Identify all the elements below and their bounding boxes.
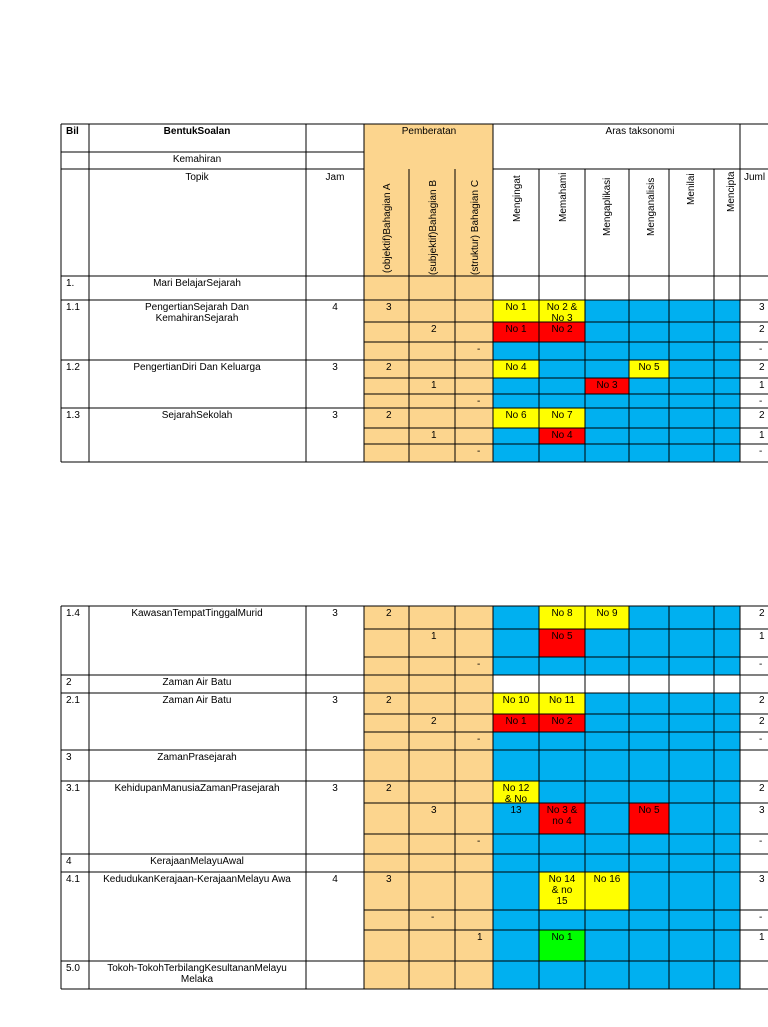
taxonomy-cell — [629, 714, 669, 732]
weight-value: 1 — [477, 932, 483, 943]
weight-cell-bg — [364, 444, 493, 462]
taxonomy-cell — [714, 961, 740, 989]
taxonomy-cell — [714, 408, 740, 428]
taxonomy-cell-label: No 1 — [505, 324, 527, 335]
taxonomy-cell — [539, 961, 585, 989]
header-kemahiran: Kemahiran — [172, 154, 222, 165]
row-topik: Zaman Air Batu — [162, 695, 232, 706]
taxonomy-cell — [669, 910, 714, 930]
taxonomy-cell — [585, 360, 629, 378]
taxonomy-cell — [669, 606, 714, 629]
taxonomy-cell — [669, 872, 714, 910]
jumlah-value: 2 — [759, 410, 765, 421]
taxonomy-cell — [539, 444, 585, 462]
jumlah-value: 2 — [759, 324, 765, 335]
weight-cell-bg — [364, 428, 493, 444]
jumlah-value: 2 — [759, 716, 765, 727]
taxonomy-cell — [585, 629, 629, 657]
header-menilai: Menilai — [686, 173, 697, 205]
jumlah-value: - — [759, 396, 763, 407]
taxonomy-cell — [493, 378, 539, 394]
weight-value: - — [477, 446, 481, 457]
header-topik: Topik — [185, 172, 209, 183]
taxonomy-cell — [669, 803, 714, 834]
taxonomy-cell — [539, 394, 585, 408]
taxonomy-cell — [629, 930, 669, 961]
weight-value: - — [477, 659, 481, 670]
row-topik: KawasanTempatTinggalMurid — [131, 608, 263, 619]
row-bil: 1.1 — [66, 302, 80, 313]
taxonomy-cell — [714, 693, 740, 714]
taxonomy-cell — [585, 930, 629, 961]
weight-cell-bg — [364, 360, 493, 378]
taxonomy-cell — [714, 378, 740, 394]
taxonomy-cell-label: No 1 — [505, 302, 527, 313]
weight-value: - — [477, 396, 481, 407]
taxonomy-cell — [493, 961, 539, 989]
row-topik: KehidupanManusiaZamanPrasejarah — [114, 783, 280, 794]
header-bil: Bil — [66, 126, 79, 137]
weight-cell-bg — [364, 910, 493, 930]
taxonomy-cell-label: No 9 — [596, 608, 618, 619]
row-topik: Zaman Air Batu — [162, 677, 232, 688]
weight-value: 2 — [431, 716, 437, 727]
row-topik: PengertianSejarah Dan — [145, 302, 249, 313]
taxonomy-cell-label: No 7 — [551, 410, 573, 421]
weight-value: - — [477, 344, 481, 355]
weight-cell-bg — [364, 803, 493, 834]
taxonomy-cell — [585, 803, 629, 834]
taxonomy-cell-label: No 3 — [551, 313, 573, 324]
taxonomy-cell — [669, 732, 714, 750]
taxonomy-cell — [629, 732, 669, 750]
weight-cell-bg — [364, 606, 493, 629]
taxonomy-cell — [629, 606, 669, 629]
taxonomy-cell-label: No 8 — [551, 608, 573, 619]
weight-value: 2 — [386, 695, 392, 706]
row-topik: KedudukanKerajaan-KerajaanMelayu Awa — [103, 874, 291, 885]
header-aras-taksonomi: Aras taksonomi — [605, 126, 675, 137]
taxonomy-cell — [629, 444, 669, 462]
taxonomy-cell-label: no 4 — [552, 816, 572, 827]
taxonomy-cell-label: No 2 & — [546, 302, 578, 313]
row-topik: Mari BelajarSejarah — [153, 278, 241, 289]
taxonomy-cell — [629, 629, 669, 657]
taxonomy-cell-label: & no — [551, 885, 573, 896]
jumlah-value: - — [759, 836, 763, 847]
taxonomy-cell — [585, 394, 629, 408]
weight-cell-bg — [364, 322, 493, 342]
taxonomy-cell — [493, 872, 539, 910]
taxonomy-cell — [669, 360, 714, 378]
row-topik: Melaka — [180, 974, 214, 985]
taxonomy-cell — [669, 714, 714, 732]
taxonomy-cell — [629, 378, 669, 394]
row-jam: 4 — [332, 302, 338, 313]
row-bil: 1.3 — [66, 410, 80, 421]
weight-cell-bg — [364, 961, 493, 989]
weight-value: 1 — [431, 631, 437, 642]
taxonomy-cell-label: No 2 — [551, 716, 573, 727]
taxonomy-cell — [714, 444, 740, 462]
taxonomy-cell — [669, 961, 714, 989]
row-bil: 2 — [66, 677, 72, 688]
row-jam: 3 — [332, 410, 338, 421]
weight-value: 2 — [386, 783, 392, 794]
weight-cell-bg — [364, 872, 493, 910]
taxonomy-cell — [714, 360, 740, 378]
taxonomy-cell — [585, 961, 629, 989]
taxonomy-cell — [714, 781, 740, 803]
weight-value: 2 — [386, 362, 392, 373]
taxonomy-cell — [585, 854, 629, 872]
header-mengaplikasi: Mengaplikasi — [602, 177, 613, 236]
weight-cell-bg — [364, 834, 493, 854]
weight-value: 3 — [431, 805, 437, 816]
jumlah-value: - — [759, 344, 763, 355]
row-bil: 1.4 — [66, 608, 80, 619]
taxonomy-cell — [493, 342, 539, 360]
taxonomy-cell — [669, 444, 714, 462]
taxonomy-cell — [714, 872, 740, 910]
taxonomy-cell — [585, 910, 629, 930]
header-jam: Jam — [325, 172, 345, 183]
taxonomy-cell — [669, 854, 714, 872]
taxonomy-cell-label: No 4 — [505, 362, 527, 373]
weight-value: 2 — [386, 608, 392, 619]
taxonomy-cell-label: 13 — [510, 805, 522, 816]
taxonomy-cell — [629, 961, 669, 989]
jumlah-value: 1 — [759, 430, 765, 441]
taxonomy-cell — [669, 342, 714, 360]
taxonomy-cell — [669, 378, 714, 394]
header-bentuk-soalan: BentukSoalan — [163, 126, 231, 137]
taxonomy-cell — [714, 606, 740, 629]
taxonomy-cell — [629, 910, 669, 930]
weight-cell-bg — [364, 408, 493, 428]
jumlah-value: 2 — [759, 695, 765, 706]
row-topik: Tokoh-TokohTerbilangKesultananMelayu — [107, 963, 287, 974]
row-bil: 5.0 — [66, 963, 80, 974]
taxonomy-cell — [714, 803, 740, 834]
weight-value: - — [477, 734, 481, 745]
taxonomy-cell — [629, 408, 669, 428]
row-bil: 2.1 — [66, 695, 80, 706]
jumlah-value: 3 — [759, 805, 765, 816]
taxonomy-cell — [629, 342, 669, 360]
taxonomy-cell — [493, 834, 539, 854]
weight-cell-bg — [364, 732, 493, 750]
taxonomy-cell — [585, 714, 629, 732]
row-bil: 1. — [66, 278, 75, 289]
taxonomy-cell — [539, 360, 585, 378]
taxonomy-cell-label: No 14 — [548, 874, 576, 885]
taxonomy-cell — [629, 657, 669, 675]
taxonomy-cell — [493, 444, 539, 462]
weight-value: - — [477, 836, 481, 847]
taxonomy-cell — [629, 428, 669, 444]
row-jam: 4 — [332, 874, 338, 885]
taxonomy-cell — [669, 322, 714, 342]
weight-value: 3 — [386, 302, 392, 313]
taxonomy-cell — [539, 834, 585, 854]
taxonomy-cell-label: No 5 — [551, 631, 573, 642]
weight-cell-bg — [364, 930, 493, 961]
row-jam: 3 — [332, 608, 338, 619]
taxonomy-cell — [539, 657, 585, 675]
taxonomy-cell — [585, 781, 629, 803]
taxonomy-cell-label: 15 — [556, 896, 568, 907]
weight-value: 1 — [431, 430, 437, 441]
taxonomy-cell — [629, 872, 669, 910]
jumlah-value: - — [759, 446, 763, 457]
taxonomy-cell — [493, 428, 539, 444]
taxonomy-cell — [714, 629, 740, 657]
taxonomy-cell — [585, 444, 629, 462]
taxonomy-cell — [539, 910, 585, 930]
taxonomy-cell-label: No 10 — [502, 695, 530, 706]
taxonomy-cell — [493, 750, 539, 781]
taxonomy-cell — [539, 342, 585, 360]
weight-value: - — [431, 912, 435, 923]
row-bil: 4.1 — [66, 874, 80, 885]
taxonomy-cell — [714, 714, 740, 732]
weight-cell-bg — [364, 781, 493, 803]
taxonomy-cell-label: No 6 — [505, 410, 527, 421]
row-jam: 3 — [332, 783, 338, 794]
jumlah-value: - — [759, 659, 763, 670]
jumlah-value: 3 — [759, 874, 765, 885]
header-bahagian-a: (objektif)Bahagian A — [382, 183, 393, 273]
taxonomy-cell — [629, 394, 669, 408]
taxonomy-cell — [669, 629, 714, 657]
taxonomy-cell — [585, 693, 629, 714]
header-jumlah: Juml — [744, 172, 766, 183]
taxonomy-cell — [669, 408, 714, 428]
weight-cell-bg — [364, 675, 493, 693]
taxonomy-cell-label: No 3 & — [546, 805, 578, 816]
taxonomy-cell — [669, 394, 714, 408]
taxonomy-cell — [493, 732, 539, 750]
taxonomy-cell — [669, 781, 714, 803]
taxonomy-cell-label: No 12 — [502, 783, 530, 794]
taxonomy-cell — [629, 322, 669, 342]
taxonomy-cell-label: No 4 — [551, 430, 573, 441]
taxonomy-cell — [714, 732, 740, 750]
taxonomy-cell — [585, 342, 629, 360]
taxonomy-cell-label: & No — [504, 794, 528, 805]
header-pemberatan: Pemberatan — [401, 126, 457, 137]
taxonomy-cell-label: No 5 — [638, 805, 660, 816]
taxonomy-cell — [493, 629, 539, 657]
taxonomy-cell — [629, 781, 669, 803]
taxonomy-cell — [669, 428, 714, 444]
header-bahagian-c: (struktur) Bahagian C — [470, 179, 481, 275]
taxonomy-cell-label: No 5 — [638, 362, 660, 373]
taxonomy-cell — [669, 750, 714, 781]
taxonomy-cell — [585, 657, 629, 675]
header-mengingat: Mengingat — [512, 175, 523, 222]
taxonomy-cell — [669, 300, 714, 322]
taxonomy-cell-label: No 1 — [551, 932, 573, 943]
taxonomy-cell — [669, 693, 714, 714]
taxonomy-cell — [714, 322, 740, 342]
weight-value: 1 — [431, 380, 437, 391]
taxonomy-cell — [585, 408, 629, 428]
weight-cell-bg — [364, 276, 493, 300]
taxonomy-cell — [669, 834, 714, 854]
taxonomy-cell — [629, 834, 669, 854]
row-topik: KemahiranSejarah — [155, 313, 239, 324]
row-topik: SejarahSekolah — [161, 410, 233, 421]
taxonomy-cell — [585, 322, 629, 342]
row-topik: PengertianDiri Dan Keluarga — [133, 362, 261, 373]
taxonomy-cell-label: No 2 — [551, 324, 573, 335]
taxonomy-cell-label: No 11 — [549, 695, 575, 706]
row-bil: 4 — [66, 856, 72, 867]
weight-value: 2 — [431, 324, 437, 335]
taxonomy-cell — [629, 693, 669, 714]
weight-cell-bg — [364, 629, 493, 657]
taxonomy-cell — [493, 910, 539, 930]
taxonomy-cell — [585, 300, 629, 322]
weight-cell-bg — [364, 657, 493, 675]
taxonomy-cell — [669, 930, 714, 961]
taxonomy-cell — [714, 854, 740, 872]
taxonomy-cell — [539, 732, 585, 750]
taxonomy-cell — [629, 750, 669, 781]
taxonomy-cell — [714, 428, 740, 444]
jumlah-value: 2 — [759, 783, 765, 794]
taxonomy-cell — [585, 834, 629, 854]
row-bil: 3.1 — [66, 783, 80, 794]
taxonomy-cell-label: No 1 — [505, 716, 527, 727]
taxonomy-cell — [493, 854, 539, 872]
row-bil: 3 — [66, 752, 72, 763]
taxonomy-cell — [585, 428, 629, 444]
taxonomy-cell — [714, 910, 740, 930]
taxonomy-cell — [629, 300, 669, 322]
jumlah-value: 1 — [759, 380, 765, 391]
jumlah-value: 1 — [759, 631, 765, 642]
jumlah-value: 2 — [759, 608, 765, 619]
header-bahagian-b: (subjektif)Bahagian B — [428, 179, 439, 275]
taxonomy-cell — [493, 394, 539, 408]
weight-cell-bg — [364, 854, 493, 872]
taxonomy-cell — [669, 657, 714, 675]
weight-cell-bg — [364, 378, 493, 394]
taxonomy-cell — [493, 657, 539, 675]
weight-cell-bg — [364, 693, 493, 714]
taxonomy-cell — [714, 750, 740, 781]
jumlah-value: 2 — [759, 362, 765, 373]
jumlah-value: - — [759, 734, 763, 745]
weight-cell-bg — [364, 300, 493, 322]
header-memahami: Memahami — [558, 172, 569, 222]
row-topik: KerajaanMelayuAwal — [150, 856, 244, 867]
taxonomy-cell — [714, 930, 740, 961]
header-menganalisis: Menganalisis — [646, 177, 657, 236]
row-topik: ZamanPrasejarah — [157, 752, 237, 763]
taxonomy-cell-label: No 16 — [593, 874, 621, 885]
row-bil: 1.2 — [66, 362, 80, 373]
taxonomy-cell — [539, 781, 585, 803]
taxonomy-cell — [714, 300, 740, 322]
header-mencipta: Mencipta — [726, 171, 737, 212]
weight-value: 2 — [386, 410, 392, 421]
weight-cell-bg — [364, 342, 493, 360]
jumlah-value: - — [759, 912, 763, 923]
weight-cell-bg — [364, 750, 493, 781]
jumlah-value: 3 — [759, 302, 765, 313]
taxonomy-cell — [714, 394, 740, 408]
taxonomy-cell — [585, 750, 629, 781]
taxonomy-cell — [493, 930, 539, 961]
taxonomy-cell — [539, 750, 585, 781]
taxonomy-cell — [714, 342, 740, 360]
taxonomy-cell-label: No 3 — [596, 380, 618, 391]
taxonomy-cell — [585, 732, 629, 750]
row-jam: 3 — [332, 362, 338, 373]
taxonomy-cell — [714, 657, 740, 675]
row-jam: 3 — [332, 695, 338, 706]
taxonomy-cell — [714, 834, 740, 854]
taxonomy-cell — [539, 854, 585, 872]
weight-cell-bg — [364, 714, 493, 732]
weight-value: 3 — [386, 874, 392, 885]
weight-cell-bg — [364, 394, 493, 408]
taxonomy-cell — [539, 378, 585, 394]
taxonomy-cell — [493, 606, 539, 629]
taxonomy-cell — [629, 854, 669, 872]
jumlah-value: 1 — [759, 932, 765, 943]
